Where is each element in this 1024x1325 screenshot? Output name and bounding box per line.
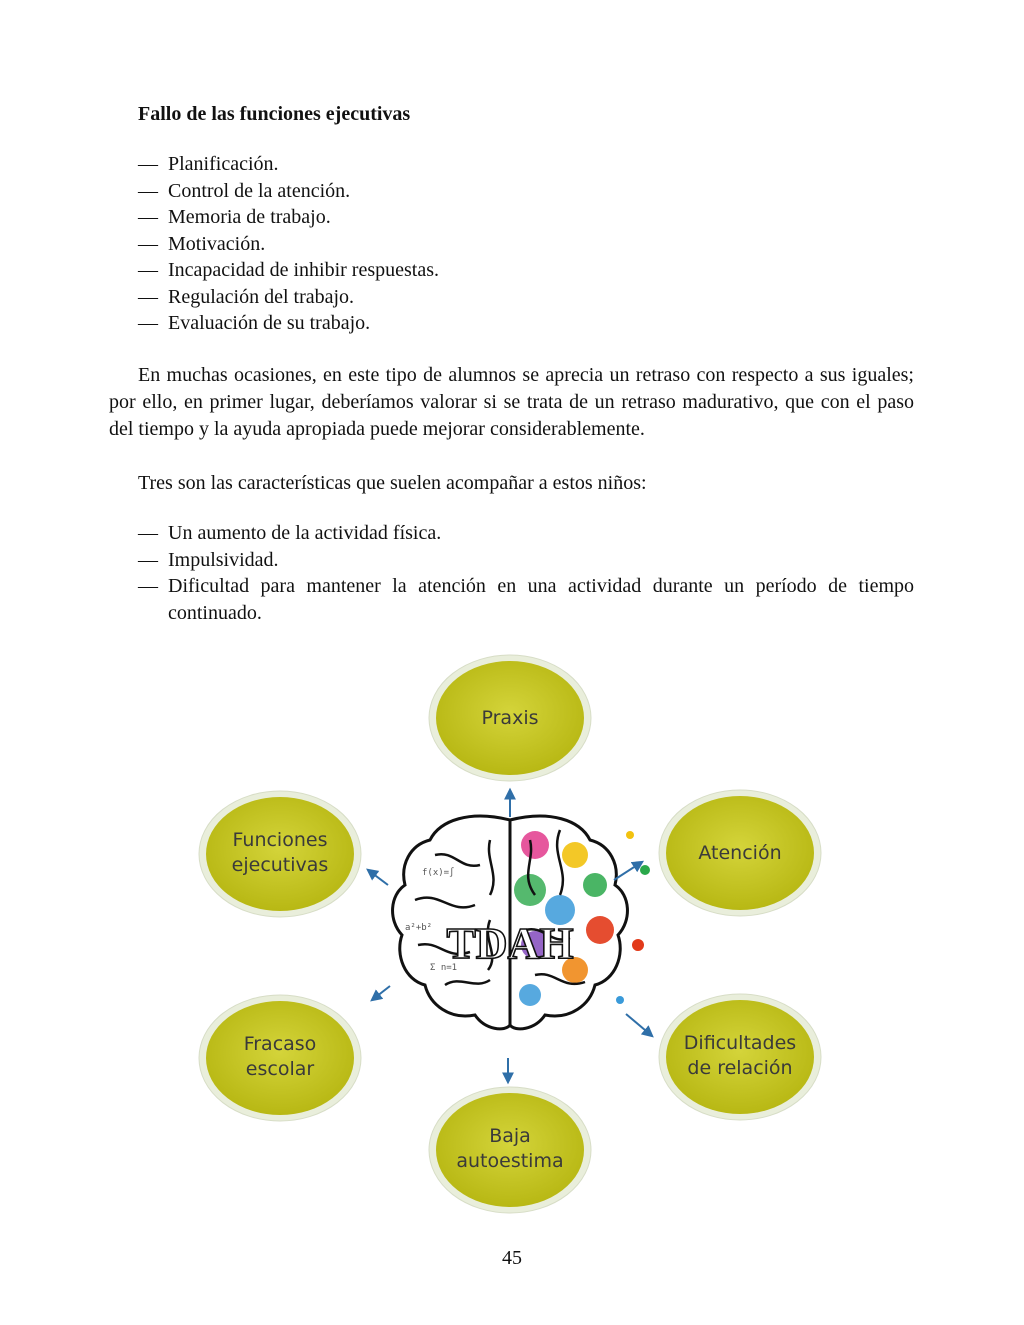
- characteristics-list: [138, 520, 914, 626]
- arrow-upper-left: [368, 870, 388, 885]
- list-item: — Impulsividad.: [138, 547, 914, 574]
- node-funciones-ejecutivas: [199, 791, 361, 917]
- arrow-lower-left: [372, 986, 390, 1000]
- list-item: — Evaluación de su trabajo.: [138, 310, 918, 337]
- arrow-upper-right: [614, 862, 642, 880]
- node-label: autoestima: [456, 1150, 564, 1172]
- list-item: — Dificultad para mantener la atención en una actividad durante un período de tiempo continuado.: [138, 573, 914, 626]
- node-label: Fracaso: [243, 1033, 317, 1055]
- arrow-lower-right: [626, 1014, 652, 1036]
- brain-illustration: [393, 816, 650, 1029]
- node-fracaso-escolar: [199, 995, 361, 1121]
- list-item: — Planificación.: [138, 151, 918, 178]
- node-label: Dificultades: [683, 1032, 797, 1054]
- list-item: — Memoria de trabajo.: [138, 204, 918, 231]
- executive-functions-list: [138, 151, 918, 337]
- node-praxis: [429, 655, 591, 781]
- node-atencion: [659, 790, 821, 916]
- svg-text:f(x)=∫: f(x)=∫: [422, 868, 455, 878]
- list-item: — Motivación.: [138, 231, 918, 258]
- section-heading: Fallo de las funciones ejecutivas: [138, 103, 411, 125]
- node-label: escolar: [245, 1058, 315, 1080]
- node-label: Funciones: [232, 829, 328, 851]
- node-dificultades-relacion: [659, 994, 821, 1120]
- node-label: ejecutivas: [231, 854, 329, 876]
- body-paragraph: En muchas ocasiones, en este tipo de alumnos se aprecia un retraso con respecto a sus iguales; por ello, en primer lugar, deberíamos valorar si se trata de un retraso madurativo, que con el paso del tiempo y la ayuda apropiada puede mejorar considerablemente.: [109, 364, 914, 440]
- node-label: Praxis: [481, 707, 539, 729]
- center-label: TDAH: [446, 919, 574, 968]
- node-label: Atención: [698, 842, 782, 864]
- list-item: — Un aumento de la actividad física.: [138, 520, 914, 547]
- list-item: — Regulación del trabajo.: [138, 284, 918, 311]
- node-label: Baja: [489, 1125, 531, 1147]
- page-number: 45: [502, 1247, 522, 1269]
- node-label: de relación: [687, 1057, 793, 1079]
- svg-text:Σ n=1: Σ n=1: [430, 963, 458, 973]
- tdah-diagram: [190, 640, 850, 1225]
- svg-text:a²+b²: a²+b²: [405, 923, 433, 933]
- list-item: — Incapacidad de inhibir respuestas.: [138, 257, 918, 284]
- body-paragraph-intro: Tres son las características que suelen acompañar a estos niños:: [138, 472, 647, 494]
- list-item: — Control de la atención.: [138, 178, 918, 205]
- node-baja-autoestima: [429, 1087, 591, 1213]
